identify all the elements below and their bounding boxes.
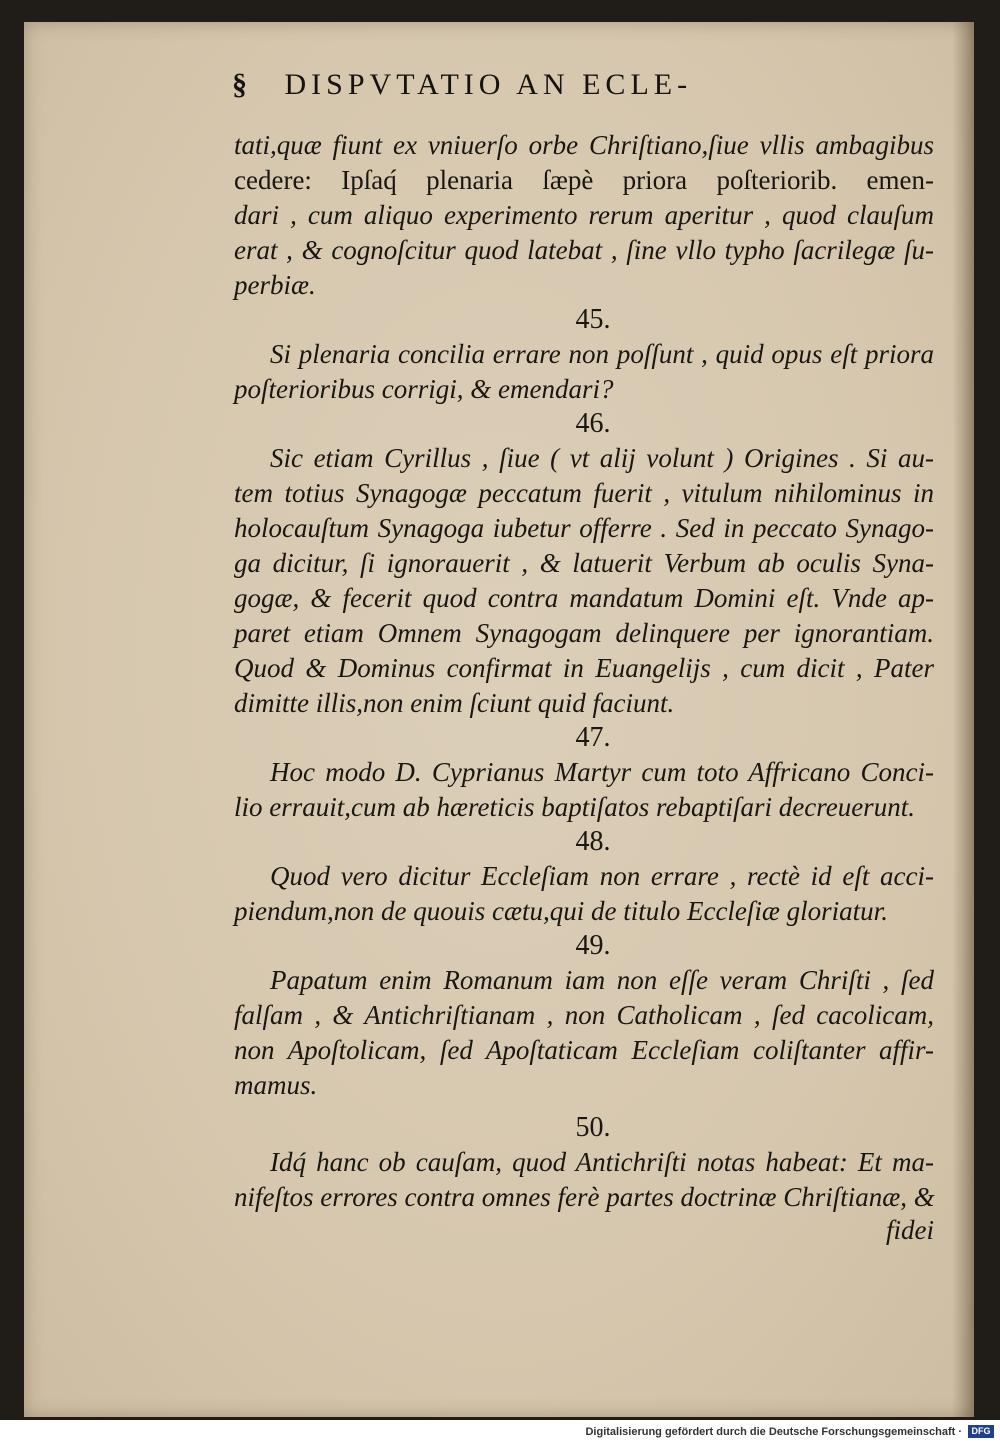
catchword: fidei — [886, 1215, 934, 1245]
body-line: erat , & cognoſcitur quod latebat , ſine vllo typho ſacrilegæ ſu- — [234, 235, 934, 265]
body-line: tem totius Synagogæ peccatum fuerit , vitulum nihilominus in — [234, 478, 934, 508]
body-line: Papatum enim Romanum iam non eſſe veram Chriſti , ſed — [270, 965, 934, 995]
body-line: Idq́ hanc ob cauſam, quod Antichriſti notas habeat: Et ma- — [270, 1147, 934, 1177]
signature-mark: § — [232, 68, 252, 101]
body-line: ga dicitur, ſi ignorauerit , & latuerit Verbum ab oculis Syna- — [234, 548, 934, 578]
body-line: falſam , & Antichriſtianam , non Catholicam , ſed cacolicam, — [234, 1000, 934, 1030]
text-block-top — [234, 128, 934, 1246]
body-line: gogæ, & fecerit quod contra mandatum Domini eſt. Vnde ap- — [234, 583, 934, 613]
funding-credit: Digitalisierung gefördert durch die Deutsche Forschungsgemeinschaft · — [585, 1426, 962, 1438]
body-line: Si plenaria concilia errare non poſſunt , quid opus eſt priora — [270, 339, 934, 369]
body-line: non Apoſtolicam, ſed Apoſtaticam Eccleſiam coliſtanter affir- — [234, 1035, 934, 1065]
body-line: nifeſtos errores contra omnes ferè partes doctrinæ Chriſtianæ, & — [234, 1182, 935, 1212]
body-line: holocauſtum Synagoga iubetur offerre . Sed in peccato Synago- — [234, 513, 934, 543]
body-line: cedere: Ipſaq́ plenaria ſæpè priora poſteriorib. emen- — [234, 165, 934, 195]
body-line: paret etiam Omnem Synagogam delinquere per ignorantiam. — [234, 618, 934, 648]
section-number: 47. — [575, 722, 611, 753]
section-number: 46. — [575, 408, 611, 439]
body-line: dari , cum aliquo experimento rerum aperitur , quod clauſum — [234, 200, 934, 230]
running-title: DISPVTATIO AN ECLE- — [284, 68, 693, 101]
body-line: tati,quæ fiunt ex vniuerſo orbe Chriſtiano,ſiue vllis ambagibus — [234, 130, 934, 160]
body-line: Quod & Dominus confirmat in Euangelijs , cum dicit , Pater — [234, 653, 934, 683]
digitization-footer — [0, 1420, 1000, 1444]
body-line: Hoc modo D. Cyprianus Martyr cum toto Affricano Conci- — [270, 757, 934, 787]
body-line: dimitte illis,non enim ſciunt quid faciunt. — [234, 688, 675, 718]
dfg-logo: DFG — [968, 1425, 994, 1438]
page-edge-shadow — [952, 22, 974, 1417]
body-line: piendum,non de quouis cætu,qui de titulo Eccleſiæ gloriatur. — [234, 896, 888, 926]
body-line: Quod vero dicitur Eccleſiam non errare , rectè id eſt acci- — [270, 861, 934, 891]
body-line: poſterioribus corrigi, & emendari? — [234, 374, 614, 404]
body-line: lio errauit,cum ab hæreticis baptiſatos rebaptiſari decreuerunt. — [234, 792, 915, 822]
running-header — [232, 68, 932, 102]
body-line: mamus. — [234, 1070, 318, 1100]
body-line: Sic etiam Cyrillus , ſiue ( vt alij volunt ) Origines . Si au- — [270, 443, 934, 473]
section-number: 48. — [575, 826, 611, 857]
section-number: 50. — [575, 1112, 611, 1143]
body-line: perbiæ. — [234, 270, 316, 300]
section-number: 49. — [575, 930, 611, 961]
section-number: 45. — [575, 304, 611, 335]
